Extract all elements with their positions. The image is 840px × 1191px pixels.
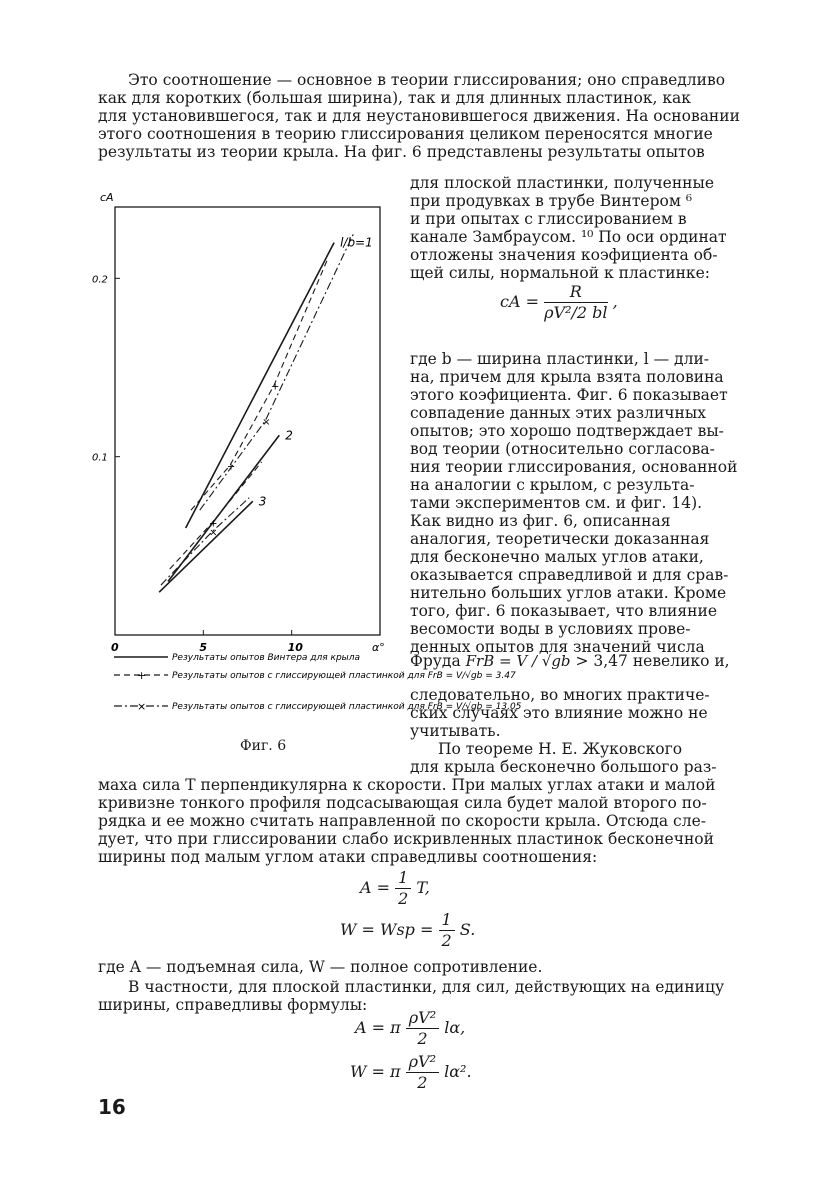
text-line: отложены значения коэфициента об- xyxy=(410,246,718,264)
fraction xyxy=(544,282,607,323)
froude-line xyxy=(410,652,730,670)
x-tick-label: 10 xyxy=(287,641,303,654)
text-line: при продувках в трубе Винтером ⁶ xyxy=(410,192,693,210)
text-line: В частности, для плоской пластинки, для сил, действующих на единицу xyxy=(128,978,725,996)
formula-rhs: S. xyxy=(459,920,476,939)
curve-label: 2 xyxy=(285,428,293,443)
legend-text-fr1305: Результаты опытов с глиссирующей пластинкой для FrB = V/√gb = 13.05 xyxy=(172,702,522,712)
text-line: кривизне тонкого профиля подсасывающая сила будет малой второго по- xyxy=(98,794,707,812)
denominator: 2 xyxy=(417,1073,428,1092)
text-line: Это соотношение — основное в теории глиссирования; оно справедливо xyxy=(128,71,726,89)
formula-lhs: A = π xyxy=(355,1018,401,1037)
denominator: ρV²/2 bl xyxy=(544,303,608,322)
legend-cross-marker: × xyxy=(137,700,147,713)
figure-6-chart xyxy=(90,185,410,715)
formula-lhs: W = π xyxy=(350,1062,401,1081)
curve-label: l/b=1 xyxy=(340,235,373,250)
numerator: 1 xyxy=(439,910,455,931)
text-line: этого коэфициента. Фиг. 6 показывает xyxy=(410,386,728,404)
text-line: ширины под малым углом атаки справедливы соотношения: xyxy=(98,848,598,866)
text-line: следовательно, во многих практиче- xyxy=(410,686,710,704)
formula-rhs: lα². xyxy=(444,1062,472,1081)
numerator: ρV² xyxy=(406,1008,439,1029)
numerator: R xyxy=(544,282,607,303)
column-text-after xyxy=(410,686,716,740)
page-number: 16 xyxy=(98,1095,126,1119)
text-line: аналогия, теоретически доказанная xyxy=(410,530,710,548)
y-axis-label: cA xyxy=(100,191,114,204)
text-line: денных опытов для значений числа xyxy=(410,638,705,656)
fraction xyxy=(406,1052,439,1093)
text-line: По теореме Н. Е. Жуковского xyxy=(438,740,683,758)
x-tick-label: 5 xyxy=(199,641,207,654)
formula-cA: cA = $\frac{R}{\text{ρV²/2 bl}}$ , xyxy=(500,282,618,322)
formula-A xyxy=(360,868,430,909)
formula-A2 xyxy=(355,1008,465,1049)
series-line-0 xyxy=(186,243,334,528)
x-axis-label: α° xyxy=(372,641,385,654)
text-line: на аналогии с крылом, с результа- xyxy=(410,476,695,494)
text-line: где A — подъемная сила, W — полное сопротивление. xyxy=(98,958,543,976)
series-marker: + xyxy=(209,518,218,530)
froude-formula: FrB = V / √gb xyxy=(465,652,571,670)
text-line: ских случаях это влияние можно не xyxy=(410,704,708,722)
text-line: совпадение данных этих различных xyxy=(410,404,706,422)
formula-W2 xyxy=(350,1052,472,1093)
numerator: 1 xyxy=(395,868,411,889)
text-line: канале Замбраусом. ¹⁰ По оси ординат xyxy=(410,228,727,246)
text-line: рядка и ее можно считать направленной по скорости крыла. Отсюда сле- xyxy=(98,812,706,830)
series-marker: × xyxy=(262,417,271,428)
series-line-4 xyxy=(170,462,262,569)
text-line: нительно больших углов атаки. Кроме xyxy=(410,584,727,602)
numerator: ρV² xyxy=(406,1052,439,1073)
text-line: Как видно из фиг. 6, описанная xyxy=(410,512,671,530)
text-line: и при опытах с глиссированием в xyxy=(410,210,687,228)
series-line-5 xyxy=(200,234,354,510)
column-text-top xyxy=(410,174,727,282)
text-line: результаты из теории крыла. На фиг. 6 представлены результаты опытов xyxy=(98,143,705,161)
formula-lhs: A = xyxy=(360,878,391,897)
formula-rhs: T, xyxy=(416,878,430,897)
legend-text-winter: Результаты опытов Винтера для крыла xyxy=(172,653,361,663)
intro-paragraph xyxy=(98,71,740,161)
figure-caption: Фиг. 6 xyxy=(240,738,287,754)
text-line: для бесконечно малых углов атаки, xyxy=(410,548,704,566)
denominator: 2 xyxy=(441,931,452,950)
formula-W xyxy=(340,910,475,951)
zhukovsky-full xyxy=(98,776,716,866)
text-line: вод теории (относительно согласова- xyxy=(410,440,715,458)
formula-rhs: lα, xyxy=(444,1018,466,1037)
legend-plus-marker: + xyxy=(137,669,147,682)
text-line: весомости воды в условиях прове- xyxy=(410,620,691,638)
text-line: для плоской пластинки, полученные xyxy=(410,174,714,192)
formula-lhs: W = Wsp = xyxy=(340,920,434,939)
column-text-middle xyxy=(410,350,738,656)
text-line: опытов; это хорошо подтверждает вы- xyxy=(410,422,724,440)
series-line-2 xyxy=(159,501,253,592)
formula-lhs: cA = xyxy=(500,292,540,311)
denominator: 2 xyxy=(398,889,409,908)
where-line xyxy=(98,958,716,976)
text-line: учитывать. xyxy=(410,722,501,740)
denominator: 2 xyxy=(417,1029,428,1048)
text-line: того, фиг. 6 показывает, что влияние xyxy=(410,602,717,620)
legend-text-fr347: Результаты опытов с глиссирующей пластинкой для FrB = V/√gb = 3.47 xyxy=(172,671,516,681)
text-line: для крыла бесконечно большого раз- xyxy=(410,758,717,776)
plot-frame xyxy=(115,207,380,635)
froude-prefix: Фруда xyxy=(410,652,461,670)
text-line: щей силы, нормальной к пластинке: xyxy=(410,264,711,282)
text-line: маха сила T перпендикулярна к скорости. При малых углах атаки и малой xyxy=(98,776,716,794)
series-line-6 xyxy=(161,498,249,585)
text-line: для установившегося, так и для неустановившегося движения. На основании xyxy=(98,107,740,125)
text-line: этого соотношения в теорию глиссирования целиком переносятся многие xyxy=(98,125,713,143)
text-line: где b — ширина пластинки, l — дли- xyxy=(410,350,710,368)
x-tick-label: 0 xyxy=(111,641,119,654)
text-line: как для коротких (большая ширина), так и для длинных пластинок, как xyxy=(98,89,691,107)
fraction xyxy=(406,1008,439,1049)
y-tick-label: 0.1 xyxy=(92,452,108,464)
text-line: ширины, справедливы формулы: xyxy=(98,996,368,1014)
y-tick-label: 0.2 xyxy=(92,274,108,286)
fraction xyxy=(439,910,455,951)
text-line: дует, что при глиссировании слабо искривленных пластинок бесконечной xyxy=(98,830,714,848)
series-marker: + xyxy=(226,461,236,473)
text-line: оказывается справедливой и для срав- xyxy=(410,566,729,584)
series-marker: + xyxy=(271,381,280,393)
curve-label: 3 xyxy=(258,494,267,509)
text-line: на, причем для крыла взята половина xyxy=(410,368,724,386)
froude-suffix: > 3,47 невелико и, xyxy=(575,652,730,670)
zhukovsky-column xyxy=(410,740,716,776)
text-line: тами экспериментов см. и фиг. 14). xyxy=(410,494,703,512)
text-line: ния теории глиссирования, основанной xyxy=(410,458,738,476)
series-marker: × xyxy=(209,527,218,539)
fraction xyxy=(395,868,411,909)
